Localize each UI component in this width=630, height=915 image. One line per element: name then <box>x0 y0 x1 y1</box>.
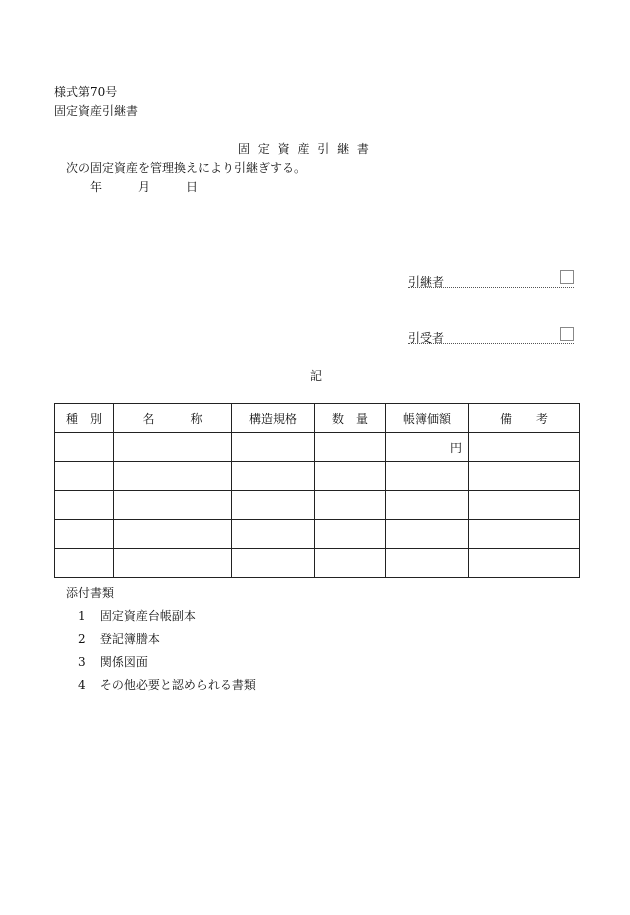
table-cell[interactable] <box>55 520 114 549</box>
header-remarks: 備 考 <box>469 404 580 433</box>
table-cell[interactable] <box>232 462 315 491</box>
list-item-number: 2 <box>78 632 86 646</box>
table-cell[interactable] <box>315 491 386 520</box>
table-cell[interactable] <box>232 491 315 520</box>
date-year-label: 年 <box>90 180 103 194</box>
attachments-heading: 添付書類 <box>66 586 115 600</box>
table-cell[interactable] <box>55 462 114 491</box>
table-cell[interactable] <box>114 462 232 491</box>
list-item <box>78 655 148 669</box>
table-cell-yen[interactable]: 円 <box>386 433 469 462</box>
list-item <box>78 678 256 692</box>
header-quantity: 数 量 <box>315 404 386 433</box>
transferor-line <box>408 287 574 288</box>
table-cell[interactable] <box>114 491 232 520</box>
header-type: 種 別 <box>55 404 114 433</box>
document-title: 固 定 資 産 引 継 書 <box>238 142 371 156</box>
list-item-number: 4 <box>78 678 86 692</box>
table-cell[interactable] <box>114 433 232 462</box>
table-cell[interactable] <box>232 520 315 549</box>
table-cell[interactable] <box>315 520 386 549</box>
table-cell[interactable] <box>232 433 315 462</box>
table-cell[interactable] <box>386 491 469 520</box>
form-number: 様式第70号 <box>54 85 118 99</box>
list-item <box>78 609 196 623</box>
table-cell[interactable] <box>469 549 580 578</box>
header-book-value: 帳簿価額 <box>386 404 469 433</box>
receiver-seal-box[interactable] <box>560 327 574 341</box>
table-cell[interactable] <box>232 549 315 578</box>
table-row <box>55 549 580 578</box>
table-row <box>55 433 580 462</box>
asset-table <box>54 403 580 578</box>
transferor-seal-box[interactable] <box>560 270 574 284</box>
table-cell[interactable] <box>386 520 469 549</box>
intro-text: 次の固定資産を管理換えにより引継ぎする。 <box>66 161 307 175</box>
table-row <box>55 462 580 491</box>
list-item-text: 登記簿謄本 <box>99 632 160 646</box>
transferor-label: 引継者 <box>408 275 445 289</box>
receiver-line <box>408 343 574 344</box>
table-cell[interactable] <box>114 520 232 549</box>
list-item <box>78 632 160 646</box>
date-day-label: 日 <box>186 180 199 194</box>
header-name: 名 称 <box>114 404 232 433</box>
table-cell[interactable] <box>469 433 580 462</box>
header-structure: 構造規格 <box>232 404 315 433</box>
receiver-label: 引受者 <box>408 331 445 345</box>
table-cell[interactable] <box>55 491 114 520</box>
table-row <box>55 491 580 520</box>
table-cell[interactable] <box>55 549 114 578</box>
ki-heading: 記 <box>310 369 323 383</box>
table-cell[interactable] <box>315 433 386 462</box>
table-cell[interactable] <box>55 433 114 462</box>
table-cell[interactable] <box>114 549 232 578</box>
table-cell[interactable] <box>469 491 580 520</box>
table-cell[interactable] <box>315 462 386 491</box>
date-month-label: 月 <box>138 180 151 194</box>
table-cell[interactable] <box>386 462 469 491</box>
list-item-text: 関係図面 <box>99 655 148 669</box>
list-item-number: 3 <box>78 655 86 669</box>
table-cell[interactable] <box>469 520 580 549</box>
list-item-number: 1 <box>78 609 86 623</box>
table-row <box>55 520 580 549</box>
table-cell[interactable] <box>386 549 469 578</box>
list-item-text: その他必要と認められる書類 <box>99 678 256 692</box>
table-header-row <box>55 404 580 433</box>
table-cell[interactable] <box>315 549 386 578</box>
form-name: 固定資産引継書 <box>54 104 139 118</box>
table-cell[interactable] <box>469 462 580 491</box>
list-item-text: 固定資産台帳副本 <box>99 609 196 623</box>
